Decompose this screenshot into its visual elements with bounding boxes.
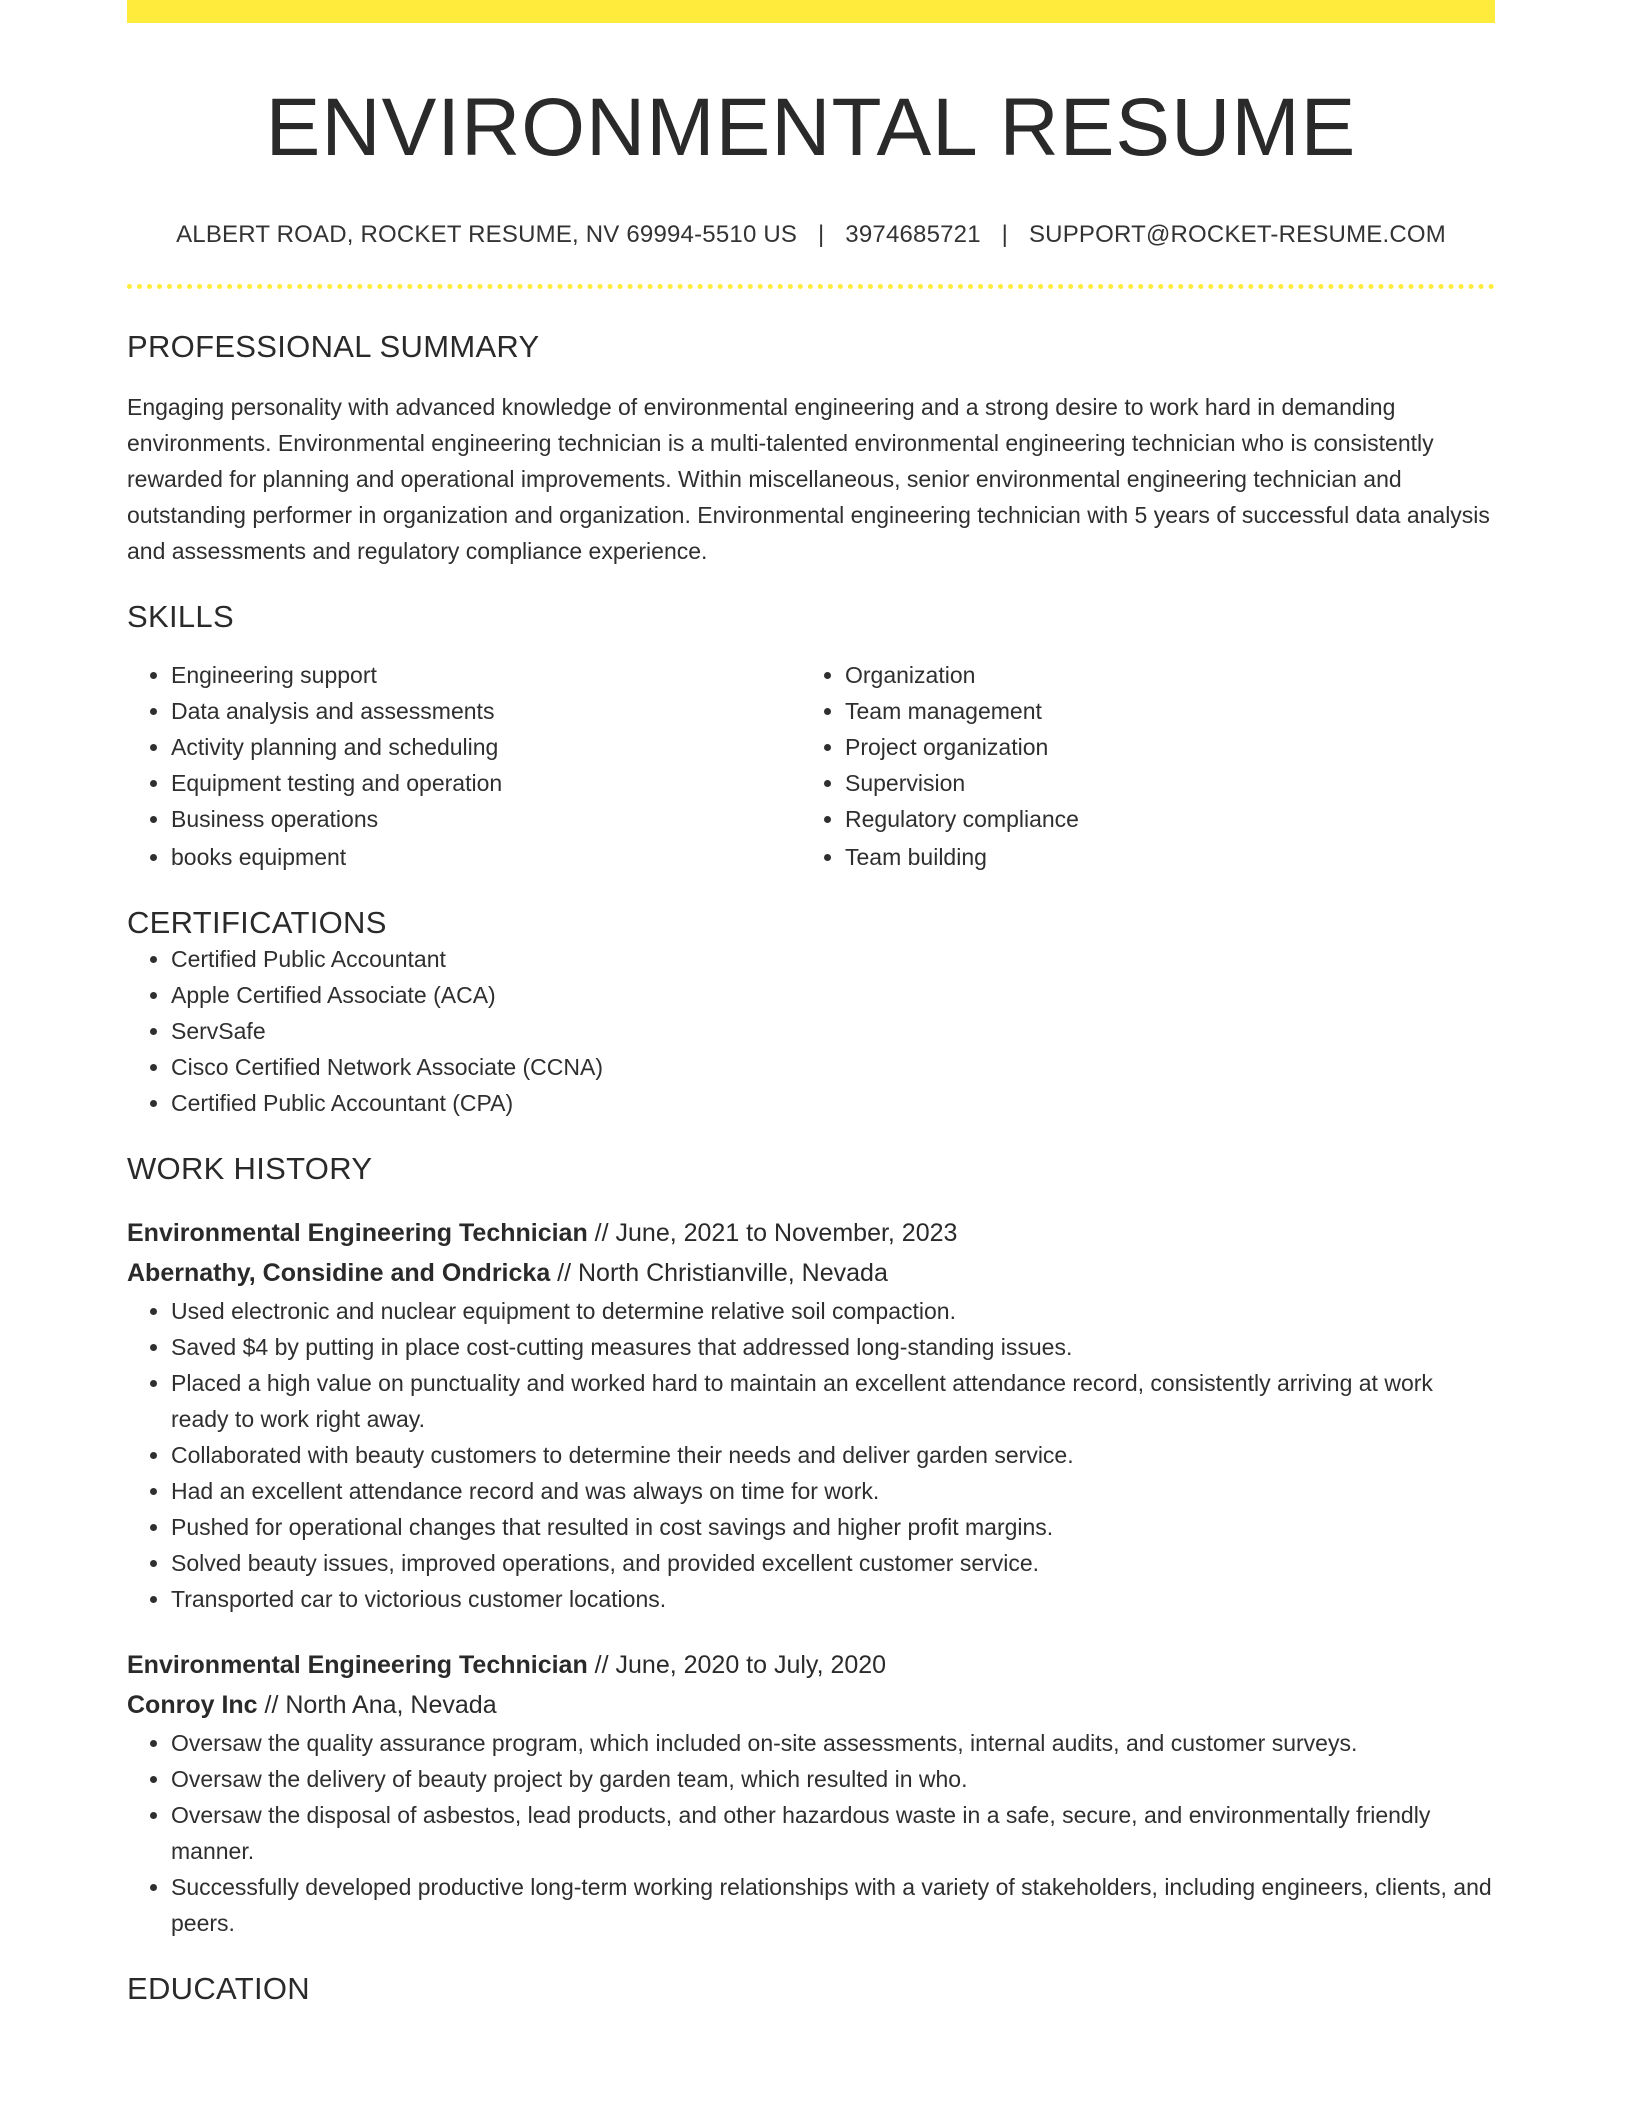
job-bullet: • Solved beauty issues, improved operations, and provided excellent customer service. <box>171 1545 1495 1581</box>
job-company-line <box>127 1685 1495 1725</box>
contact-line <box>127 221 1495 249</box>
certification-item: • Certified Public Accountant <box>171 941 1495 977</box>
contact-separator: | <box>817 221 825 249</box>
job-bullet: • Oversaw the delivery of beauty project by garden team, which resulted in who. <box>171 1761 1495 1797</box>
top-accent-bar <box>127 0 1495 23</box>
skill-item: • Engineering support <box>171 657 801 693</box>
certifications-heading: CERTIFICATIONS <box>127 905 387 941</box>
job-location: // North Christianville, Nevada <box>550 1259 888 1288</box>
contact-separator: | <box>1001 221 1009 249</box>
skill-item: • Equipment testing and operation <box>171 765 801 801</box>
certification-item: • Apple Certified Associate (ACA) <box>171 977 1495 1013</box>
job-dates: // June, 2021 to November, 2023 <box>587 1219 958 1248</box>
contact-phone: 3974685721 <box>845 221 981 249</box>
skills-column-left <box>127 657 801 875</box>
skills-list-left <box>127 657 801 875</box>
certifications-list <box>127 941 1495 1121</box>
skills-column-right <box>801 657 1475 875</box>
job-bullet: • Successfully developed productive long-term working relationships with a variety of stakeholders, including engineers, clients, and peers. <box>171 1869 1495 1941</box>
skill-item: • books equipment <box>171 839 801 875</box>
job-bullet: • Placed a high value on punctuality and worked hard to maintain an excellent attendance record, consistently arriving at work ready to work right away. <box>171 1365 1495 1437</box>
work-history-heading: WORK HISTORY <box>127 1151 373 1187</box>
resume-title: ENVIRONMENTAL RESUME <box>265 82 1357 173</box>
summary-text: Engaging personality with advanced knowledge of environmental engineering and a strong desire to work hard in demanding environments. Environmental engineering technician is a multi-talented environmental engineering technician who is consistently rewarded for planning and operational improvements. Within miscellaneous, senior environmental engineering technician and outstanding performer in organization and organization. Environmental engineering technician with 5 years of successful data analysis and assessments and regulatory compliance experience. <box>127 394 1490 565</box>
skill-item: • Supervision <box>845 765 1475 801</box>
skill-item: • Team building <box>845 839 1475 875</box>
job-bullets <box>127 1725 1495 1941</box>
skill-item: • Business operations <box>171 801 801 837</box>
skills-heading: SKILLS <box>127 599 234 635</box>
job-bullet: • Used electronic and nuclear equipment to determine relative soil compaction. <box>171 1293 1495 1329</box>
certification-item: • ServSafe <box>171 1013 1495 1049</box>
job-title-line <box>127 1213 1495 1253</box>
job-bullet: • Oversaw the quality assurance program, which included on-site assessments, internal audits, and customer surveys. <box>171 1725 1495 1761</box>
resume-page <box>127 0 1495 2007</box>
dotted-divider <box>127 284 1495 289</box>
skills-list-right <box>801 657 1475 875</box>
job-bullet: • Oversaw the disposal of asbestos, lead products, and other hazardous waste in a safe, secure, and environmentally friendly manner. <box>171 1797 1495 1869</box>
summary-heading: PROFESSIONAL SUMMARY <box>127 329 540 365</box>
contact-address: ALBERT ROAD, ROCKET RESUME, NV 69994-5510 US <box>176 221 798 249</box>
contact-email: SUPPORT@ROCKET-RESUME.COM <box>1028 221 1446 249</box>
skill-item: • Organization <box>845 657 1475 693</box>
job-location: // North Ana, Nevada <box>257 1691 497 1720</box>
education-heading: EDUCATION <box>127 1971 310 2007</box>
job-entry <box>127 1645 1495 1941</box>
skill-item: • Data analysis and assessments <box>171 693 801 729</box>
skills-grid <box>127 657 1495 875</box>
job-bullet: • Collaborated with beauty customers to determine their needs and deliver garden service. <box>171 1437 1495 1473</box>
job-bullets <box>127 1293 1495 1617</box>
certification-item: • Certified Public Accountant (CPA) <box>171 1085 1495 1121</box>
job-bullet: • Saved $4 by putting in place cost-cutting measures that addressed long-standing issues. <box>171 1329 1495 1365</box>
job-title: Environmental Engineering Technician <box>127 1219 588 1248</box>
skill-item: • Activity planning and scheduling <box>171 729 801 765</box>
skill-item: • Project organization <box>845 729 1475 765</box>
job-title-line <box>127 1645 1495 1685</box>
job-bullet: • Pushed for operational changes that resulted in cost savings and higher profit margins. <box>171 1509 1495 1545</box>
job-entry <box>127 1213 1495 1617</box>
job-bullet: • Transported car to victorious customer locations. <box>171 1581 1495 1617</box>
job-company: Abernathy, Considine and Ondricka <box>127 1259 551 1288</box>
job-title: Environmental Engineering Technician <box>127 1651 588 1680</box>
skill-item: • Team management <box>845 693 1475 729</box>
job-dates: // June, 2020 to July, 2020 <box>587 1651 887 1680</box>
skill-item: • Regulatory compliance <box>845 801 1475 837</box>
job-company: Conroy Inc <box>127 1691 258 1720</box>
certification-item: • Cisco Certified Network Associate (CCNA) <box>171 1049 1495 1085</box>
job-company-line <box>127 1253 1495 1293</box>
job-bullet: • Had an excellent attendance record and was always on time for work. <box>171 1473 1495 1509</box>
